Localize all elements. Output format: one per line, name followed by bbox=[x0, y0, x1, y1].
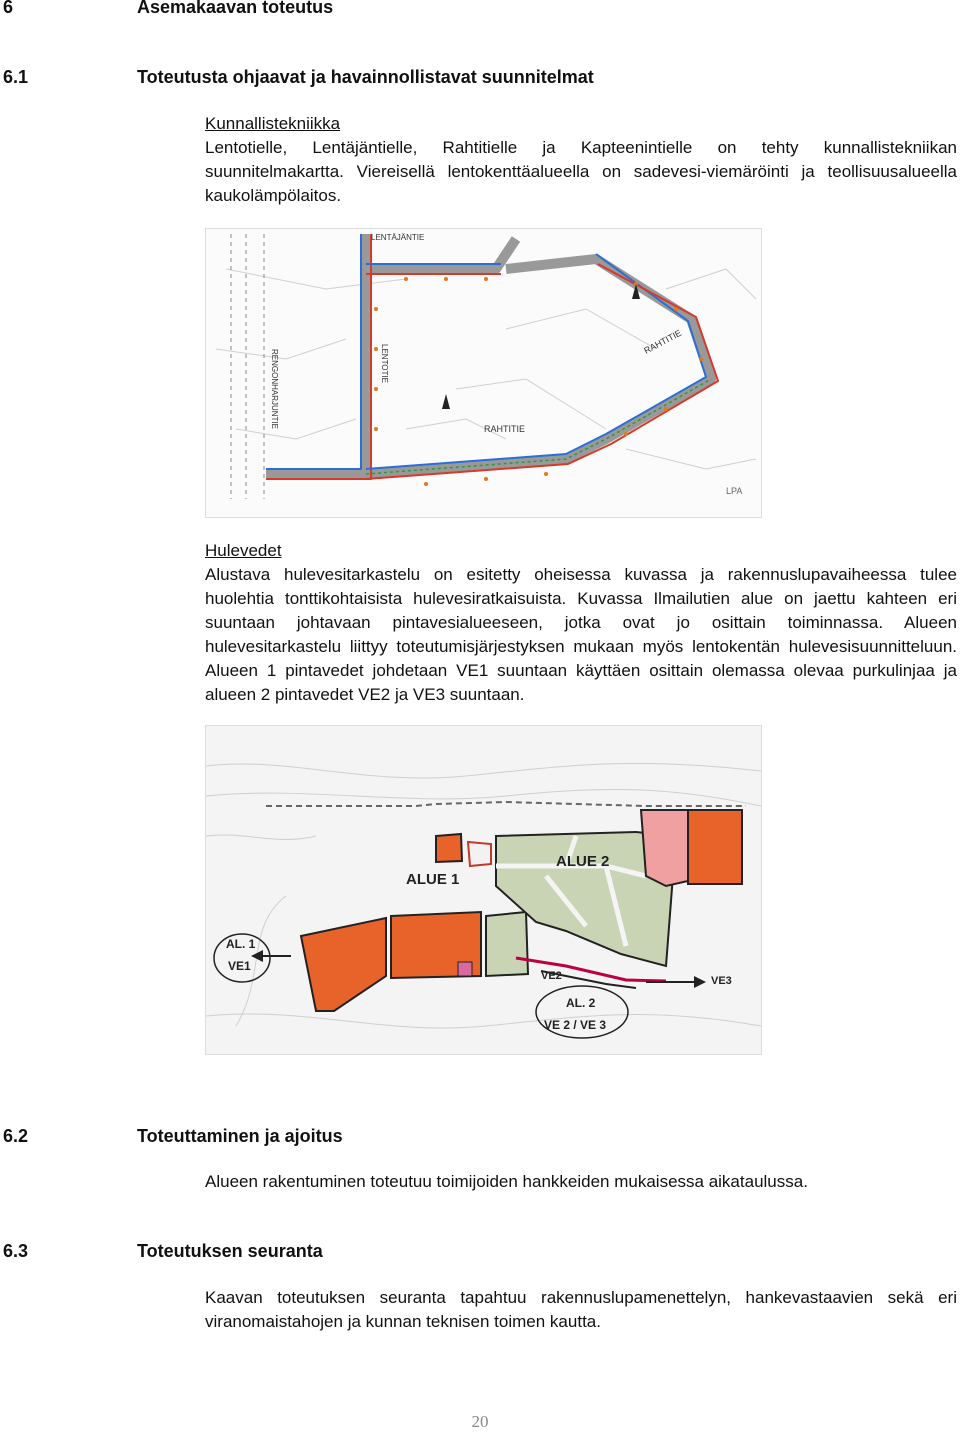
section-6-2-number: 6.2 bbox=[3, 1126, 29, 1146]
section-6-1-number: 6.1 bbox=[3, 67, 29, 87]
label-ve1: VE1 bbox=[228, 959, 251, 973]
label-alue-2: ALUE 2 bbox=[556, 853, 610, 870]
section-6-1-title: Toteutusta ohjaavat ja havainnollistavat suunnitelmat bbox=[137, 67, 594, 87]
stormwater-drawing bbox=[206, 726, 761, 1054]
label-rengonharjuntie: RENGONHARJUNTIE bbox=[270, 349, 279, 430]
utility-plan-map bbox=[205, 228, 762, 518]
label-ve3: VE3 bbox=[711, 975, 732, 987]
label-lentajantie: LENTÄJÄNTIE bbox=[371, 233, 425, 242]
section-6-3-number: 6.3 bbox=[3, 1241, 29, 1261]
label-ve2: VE2 bbox=[541, 970, 562, 982]
section-6-2-text: Alueen rakentuminen toteutuu toimijoiden hankkeiden mukaisessa aikataulussa. bbox=[205, 1172, 808, 1191]
kunnallistekniikka-heading: Kunnallistekniikka bbox=[205, 114, 341, 133]
stormwater-map bbox=[205, 725, 762, 1055]
label-rahtitie-2: RAHTITIE bbox=[642, 327, 684, 356]
section-6-2-title: Toteuttaminen ja ajoitus bbox=[137, 1126, 343, 1146]
section-6-3-title: Toteutuksen seuranta bbox=[137, 1241, 323, 1261]
label-al-2: AL. 2 bbox=[566, 996, 596, 1010]
utility-plan-drawing bbox=[206, 229, 761, 517]
label-rahtitie-1: RAHTITIE bbox=[484, 424, 526, 434]
hulevedet-heading: Hulevedet bbox=[205, 541, 282, 560]
label-al-1: AL. 1 bbox=[226, 937, 256, 951]
label-lentotie: LENTOTIE bbox=[380, 344, 389, 383]
label-ve2-ve3: VE 2 / VE 3 bbox=[544, 1018, 607, 1032]
page-number: 20 bbox=[471, 1412, 489, 1431]
kunnallistekniikka-text: Lentotielle, Lentäjäntielle, Rahtitielle ja Kapteenintielle on tehty kunnallistekniikan suunnitelmakartta. Viereisellä lentokenttäalueella on sadevesi-viemäröinti ja teollisuusalueella kaukolämpölaitos. bbox=[205, 138, 957, 205]
section-6-3-text: Kaavan toteutuksen seuranta tapahtuu rakennuslupamenettelyn, hankevastaavien sekä eri viranomaistahojen ja kunnan teknisen toimen kautta. bbox=[205, 1288, 957, 1331]
section-6-number: 6 bbox=[3, 0, 14, 17]
label-lpa: LPA bbox=[726, 486, 743, 496]
hulevedet-text: Alustava hulevesitarkastelu on esitetty oheisessa kuvassa ja rakennuslupavaiheessa tulee huolehtia tonttikohtaisista hulevesiratkaisuista. Kuvassa Ilmailutien alue on jaettu kahteen eri suuntaan johtavaan pintavesialueeseen, jotka ovat jo osittain toiminnassa. Alueen hulevesitarkastelu liittyy toteutumisjärjestyksen mukaan myös lentokentän hulevesisuunnitteluun. Alueen 1 pintavedet johdetaan VE1 suuntaan käyttäen osittain olemassa olevaa purkulinjaa ja alueen 2 pintavedet VE2 ja VE3 suuntaan. bbox=[205, 565, 957, 704]
label-alue-1: ALUE 1 bbox=[406, 871, 460, 888]
section-6-title: Asemakaavan toteutus bbox=[137, 0, 334, 17]
